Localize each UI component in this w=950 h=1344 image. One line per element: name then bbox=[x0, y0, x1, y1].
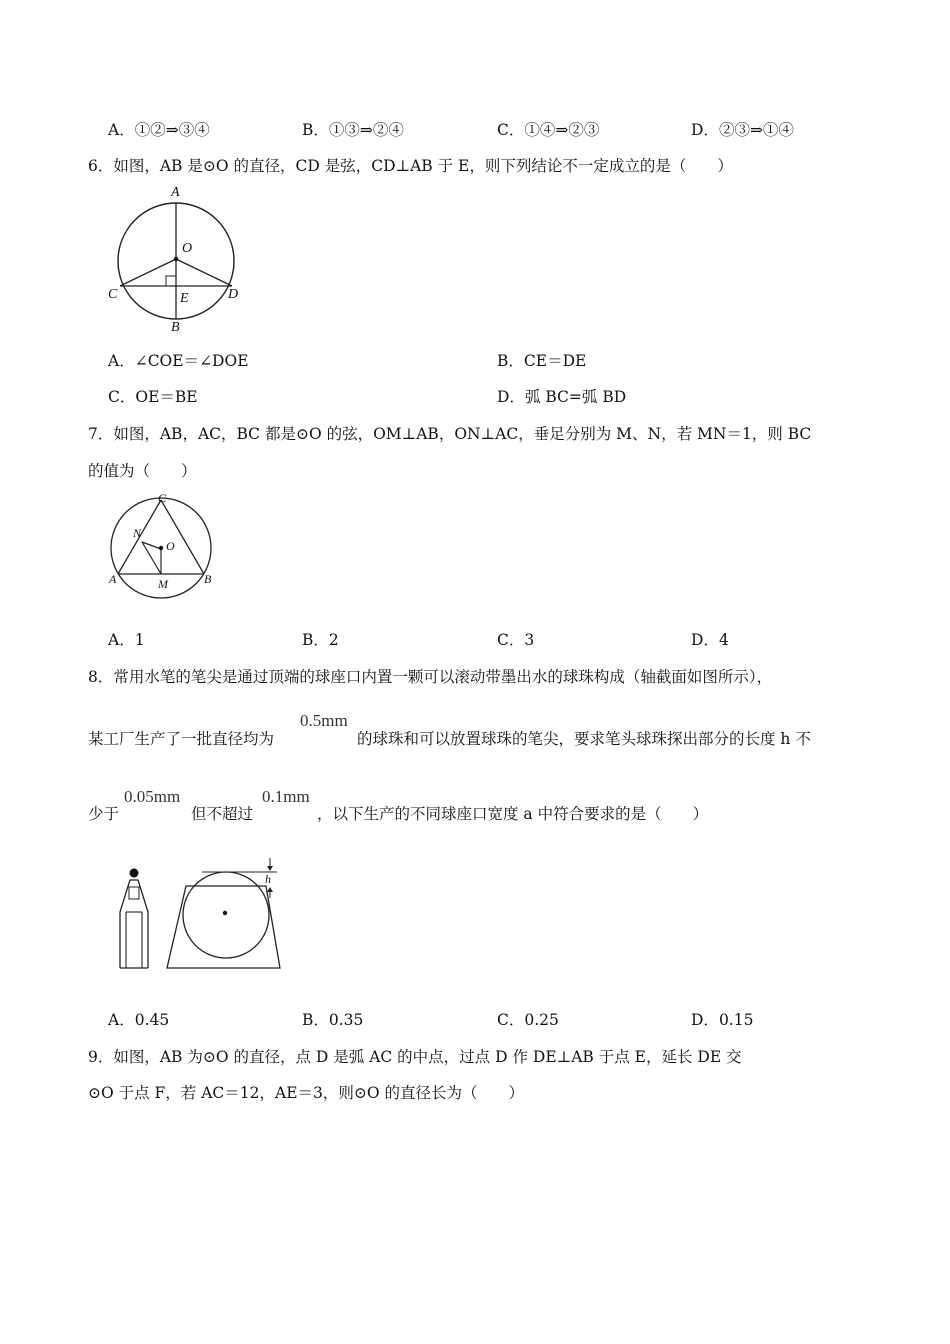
q6-option-b[interactable]: B．CE＝DE bbox=[497, 352, 587, 370]
q8-stem-line3-post: ，以下生产的不同球座口宽度 a 中符合要求的是（ ） bbox=[317, 805, 709, 823]
q7-option-c[interactable]: C．3 bbox=[497, 631, 535, 649]
q8-stem-line2-pre: 某工厂生产了一批直径均为 bbox=[88, 730, 275, 748]
q7-label-m: M bbox=[158, 577, 168, 591]
q6-label-c: C bbox=[108, 287, 118, 302]
q8-option-c[interactable]: C．0.25 bbox=[497, 1011, 559, 1029]
q8-option-a[interactable]: A．0.45 bbox=[108, 1011, 170, 1029]
q6-label-d: D bbox=[228, 287, 239, 302]
q5-option-a[interactable]: A．①②⇒③④ bbox=[108, 121, 210, 139]
q6-label-a: A bbox=[171, 185, 180, 200]
q8-math-diameter: 0.5mm bbox=[300, 711, 348, 730]
q7-label-n: N bbox=[133, 526, 142, 540]
q5-option-d[interactable]: D．②③⇒①④ bbox=[691, 121, 794, 139]
q8-math-max: 0.1mm bbox=[262, 787, 310, 806]
q6-option-a[interactable]: A．∠COE＝∠DOE bbox=[108, 352, 249, 370]
q8-stem-line1: 8．常用水笔的笔尖是通过顶端的球座口内置一颗可以滚动带墨出水的球珠构成（轴截面如图所示）， bbox=[88, 668, 773, 686]
q8-option-b[interactable]: B．0.35 bbox=[302, 1011, 364, 1029]
q6-option-c[interactable]: C．OE＝BE bbox=[108, 388, 198, 406]
q7-option-d[interactable]: D．4 bbox=[691, 631, 729, 649]
q6-option-d[interactable]: D．弧 BC=弧 BD bbox=[497, 388, 627, 406]
q7-stem-line2: 的值为（ ） bbox=[88, 462, 197, 480]
q7-figure bbox=[104, 488, 224, 604]
q7-label-c: C bbox=[158, 491, 167, 505]
q7-label-b: B bbox=[204, 572, 212, 586]
q9-stem-line1: 9．如图，AB 为⊙O 的直径，点 D 是弧 AC 的中点，过点 D 作 DE⊥AB 于点 E，延长 DE 交 bbox=[88, 1048, 742, 1066]
q8-stem-line2-post: 的球珠和可以放置球珠的笔尖，要求笔头球珠探出部分的长度 h 不 bbox=[357, 730, 811, 748]
q8-figure bbox=[112, 850, 292, 974]
q6-label-b: B bbox=[171, 320, 180, 335]
q7-label-a: A bbox=[109, 572, 117, 586]
q5-option-c[interactable]: C．①④⇒②③ bbox=[497, 121, 600, 139]
q7-stem-line1: 7．如图，AB，AC，BC 都是⊙O 的弦，OM⊥AB，ON⊥AC，垂足分别为 M、N，若 MN＝1，则 BC bbox=[88, 425, 812, 443]
q6-stem: 6．如图，AB 是⊙O 的直径，CD 是弦，CD⊥AB 于 E，则下列结论不一定成立的是（ ） bbox=[88, 157, 733, 175]
q8-stem-line3-mid: 但不超过 bbox=[191, 805, 254, 823]
q6-label-o: O bbox=[182, 241, 193, 256]
q7-option-a[interactable]: A．1 bbox=[108, 631, 145, 649]
q8-option-d[interactable]: D．0.15 bbox=[691, 1011, 754, 1029]
q6-label-e: E bbox=[180, 291, 189, 306]
q5-option-b[interactable]: B．①③⇒②④ bbox=[302, 121, 404, 139]
q7-label-o: O bbox=[166, 539, 175, 553]
q7-option-b[interactable]: B．2 bbox=[302, 631, 339, 649]
q9-stem-line2: ⊙O 于点 F，若 AC＝12，AE＝3，则⊙O 的直径长为（ ） bbox=[88, 1084, 524, 1102]
q6-figure bbox=[100, 178, 260, 338]
q8-stem-line3-pre: 少于 bbox=[88, 805, 120, 823]
q8-label-h: h bbox=[265, 872, 271, 886]
q8-math-min: 0.05mm bbox=[124, 787, 181, 806]
